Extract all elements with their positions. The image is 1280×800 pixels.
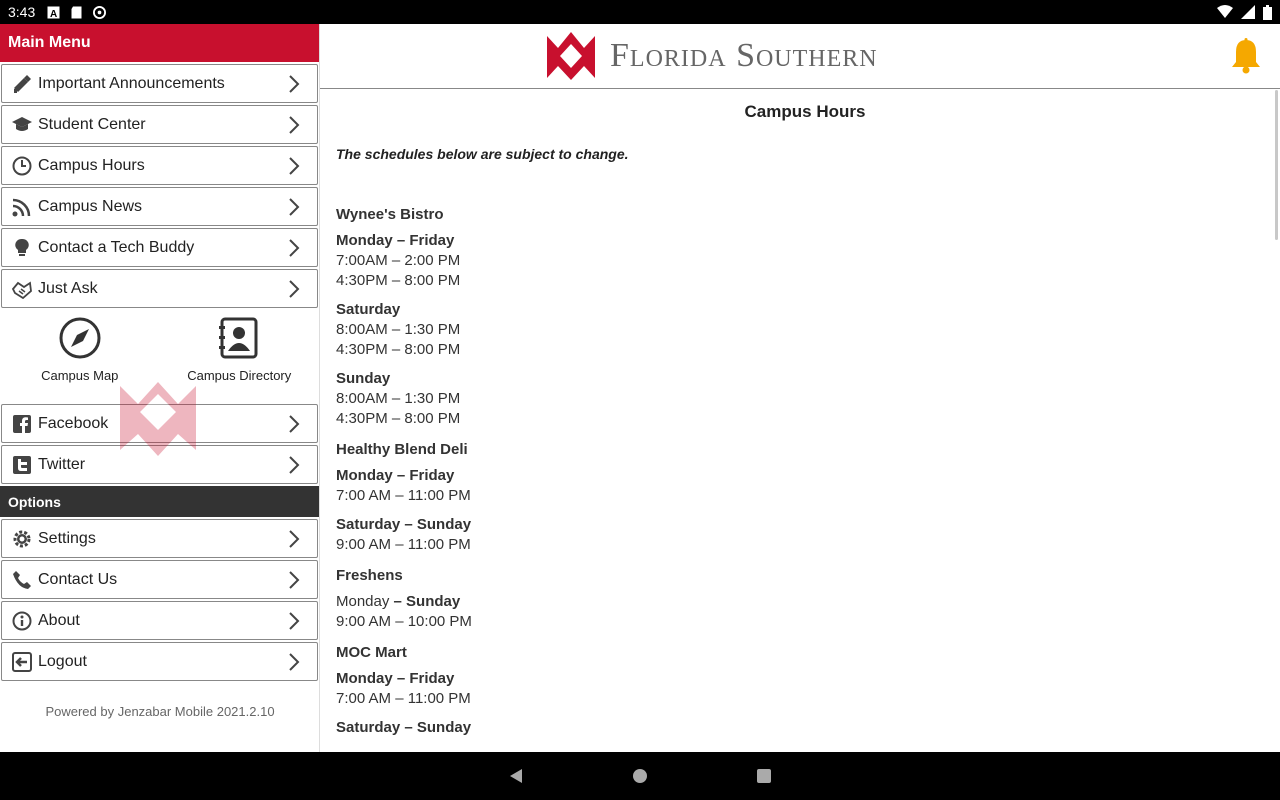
menu-item-label: Contact Us: [38, 570, 118, 588]
menu-item-important-announcements[interactable]: [1, 64, 318, 103]
menu-item-label: Campus News: [38, 197, 143, 215]
days-label: Saturday – Sunday: [336, 516, 472, 533]
menu-item-label: Important Announcements: [38, 74, 225, 92]
campus-hours-content: [320, 90, 1274, 752]
menu-item-facebook[interactable]: [1, 404, 318, 443]
menu-item-campus-hours[interactable]: [1, 146, 318, 185]
menu-item-contact-us[interactable]: [1, 560, 318, 599]
twitter-icon: [12, 455, 32, 475]
powered-by-text: Powered by Jenzabar Mobile 2021.2.10: [45, 704, 275, 719]
menu-item-about[interactable]: [1, 601, 318, 640]
venue-section: [336, 441, 1274, 555]
hours-block: [336, 718, 1274, 738]
menu-item-campus-news[interactable]: [1, 187, 318, 226]
tile-label: Campus Map: [41, 368, 119, 383]
menu-item-label: Contact a Tech Buddy: [38, 238, 195, 256]
lightbulb-icon: [12, 238, 32, 258]
hours-text: 4:30PM – 8:00 PM: [336, 341, 461, 358]
menu-item-logout[interactable]: [1, 642, 318, 681]
status-time: 3:43: [8, 4, 36, 20]
hours-text: 4:30PM – 8:00 PM: [336, 410, 461, 427]
facebook-icon: [12, 414, 32, 434]
hours-block: [336, 466, 1274, 506]
app-header: [320, 24, 1280, 89]
venue-section: [336, 644, 1274, 738]
logout-icon: [12, 652, 32, 672]
home-circle-icon: [632, 768, 648, 784]
chevron-right-icon: [283, 73, 305, 95]
hours-block: [336, 592, 1274, 632]
address-book-icon: [217, 316, 261, 360]
venue-name: MOC Mart: [336, 644, 407, 661]
phone-icon: [12, 570, 32, 590]
recents-button[interactable]: [752, 764, 776, 788]
tile-campus-map[interactable]: [0, 310, 160, 402]
hours-text: 8:00AM – 1:30 PM: [336, 390, 461, 407]
hours-text: 4:30PM – 8:00 PM: [336, 272, 461, 289]
quick-tiles: [0, 310, 319, 402]
status-bar: [0, 0, 1280, 24]
hours-text: 9:00 AM – 10:00 PM: [336, 613, 472, 630]
compass-icon: [58, 316, 102, 360]
hours-text: 9:00 AM – 11:00 PM: [336, 536, 471, 553]
menu-item-contact-tech-buddy[interactable]: [1, 228, 318, 267]
battery-icon: [1263, 5, 1272, 20]
gear-icon: [12, 529, 32, 549]
graduation-cap-icon: [12, 115, 32, 135]
venue-section: [336, 567, 1274, 632]
schedule-note: The schedules below are subject to change.: [336, 146, 629, 162]
menu-item-settings[interactable]: [1, 519, 318, 558]
notification-a-icon: [47, 6, 60, 19]
menu-item-just-ask[interactable]: [1, 269, 318, 308]
options-header: Options: [0, 486, 319, 517]
chevron-right-icon: [283, 569, 305, 591]
menu-item-label: Facebook: [38, 414, 109, 432]
days-label-light: Monday: [336, 593, 390, 610]
hours-text: 8:00AM – 1:30 PM: [336, 321, 461, 338]
logo-text: Florida Southern: [610, 37, 878, 74]
hours-text: 7:00 AM – 11:00 PM: [336, 487, 471, 504]
menu-item-label: Logout: [38, 652, 87, 670]
notification-bell-icon[interactable]: [1230, 38, 1262, 74]
venue-name: Healthy Blend Deli: [336, 441, 468, 458]
chevron-right-icon: [283, 114, 305, 136]
menu-item-label: Campus Hours: [38, 156, 145, 174]
hours-block: [336, 231, 1274, 291]
menu-item-label: Student Center: [38, 115, 146, 133]
back-button[interactable]: [504, 764, 528, 788]
main-menu-sidebar: [0, 24, 320, 752]
wifi-icon: [1217, 5, 1233, 19]
menu-item-label: Twitter: [38, 455, 86, 473]
days-label: [336, 592, 1274, 612]
menu-item-label: Just Ask: [38, 279, 98, 297]
hours-block: [336, 515, 1274, 555]
hours-text: 7:00AM – 2:00 PM: [336, 252, 461, 269]
menu-item-student-center[interactable]: [1, 105, 318, 144]
chevron-right-icon: [283, 413, 305, 435]
rss-icon: [12, 197, 32, 217]
venue-section: [336, 206, 1274, 429]
chevron-right-icon: [283, 237, 305, 259]
chevron-right-icon: [283, 651, 305, 673]
chevron-right-icon: [283, 155, 305, 177]
signal-icon: [1241, 5, 1255, 19]
hours-block: [336, 669, 1274, 709]
hours-block: [336, 300, 1274, 360]
recents-square-icon: [756, 768, 772, 784]
chevron-right-icon: [283, 454, 305, 476]
info-icon: [12, 611, 32, 631]
back-triangle-icon: [508, 768, 524, 784]
days-label: Saturday – Sunday: [336, 719, 472, 736]
menu-item-twitter[interactable]: [1, 445, 318, 484]
menu-item-label: Settings: [38, 529, 96, 547]
content-scrollbar[interactable]: [1275, 90, 1278, 240]
days-label: Monday – Friday: [336, 670, 455, 687]
venue-name: Freshens: [336, 567, 403, 584]
sd-card-icon: [70, 6, 83, 19]
hours-block: [336, 369, 1274, 429]
main-menu-header: Main Menu: [0, 24, 319, 62]
tile-campus-directory[interactable]: [160, 310, 320, 402]
svg-text:A: A: [50, 8, 58, 19]
tile-label: Campus Directory: [187, 368, 292, 383]
chevron-right-icon: [283, 278, 305, 300]
venue-name: Wynee's Bistro: [336, 206, 444, 223]
sync-icon: [93, 6, 106, 19]
days-label: Monday – Friday: [336, 467, 455, 484]
chevron-right-icon: [283, 610, 305, 632]
chevron-right-icon: [283, 528, 305, 550]
days-label-bold: – Sunday: [389, 593, 461, 610]
days-label: Sunday: [336, 370, 391, 387]
days-label: Saturday: [336, 301, 401, 318]
android-nav-bar: [0, 752, 1280, 800]
clock-icon: [12, 156, 32, 176]
chevron-right-icon: [283, 196, 305, 218]
florida-southern-logo: [546, 32, 878, 80]
handshake-icon: [12, 279, 32, 299]
page-title: Campus Hours: [744, 102, 866, 121]
hours-text: 7:00 AM – 11:00 PM: [336, 690, 471, 707]
megaphone-icon: [12, 74, 32, 94]
menu-item-label: About: [38, 611, 80, 629]
days-label: Monday – Friday: [336, 232, 455, 249]
fsc-crown-logo-icon: [546, 32, 596, 80]
home-button[interactable]: [628, 764, 652, 788]
